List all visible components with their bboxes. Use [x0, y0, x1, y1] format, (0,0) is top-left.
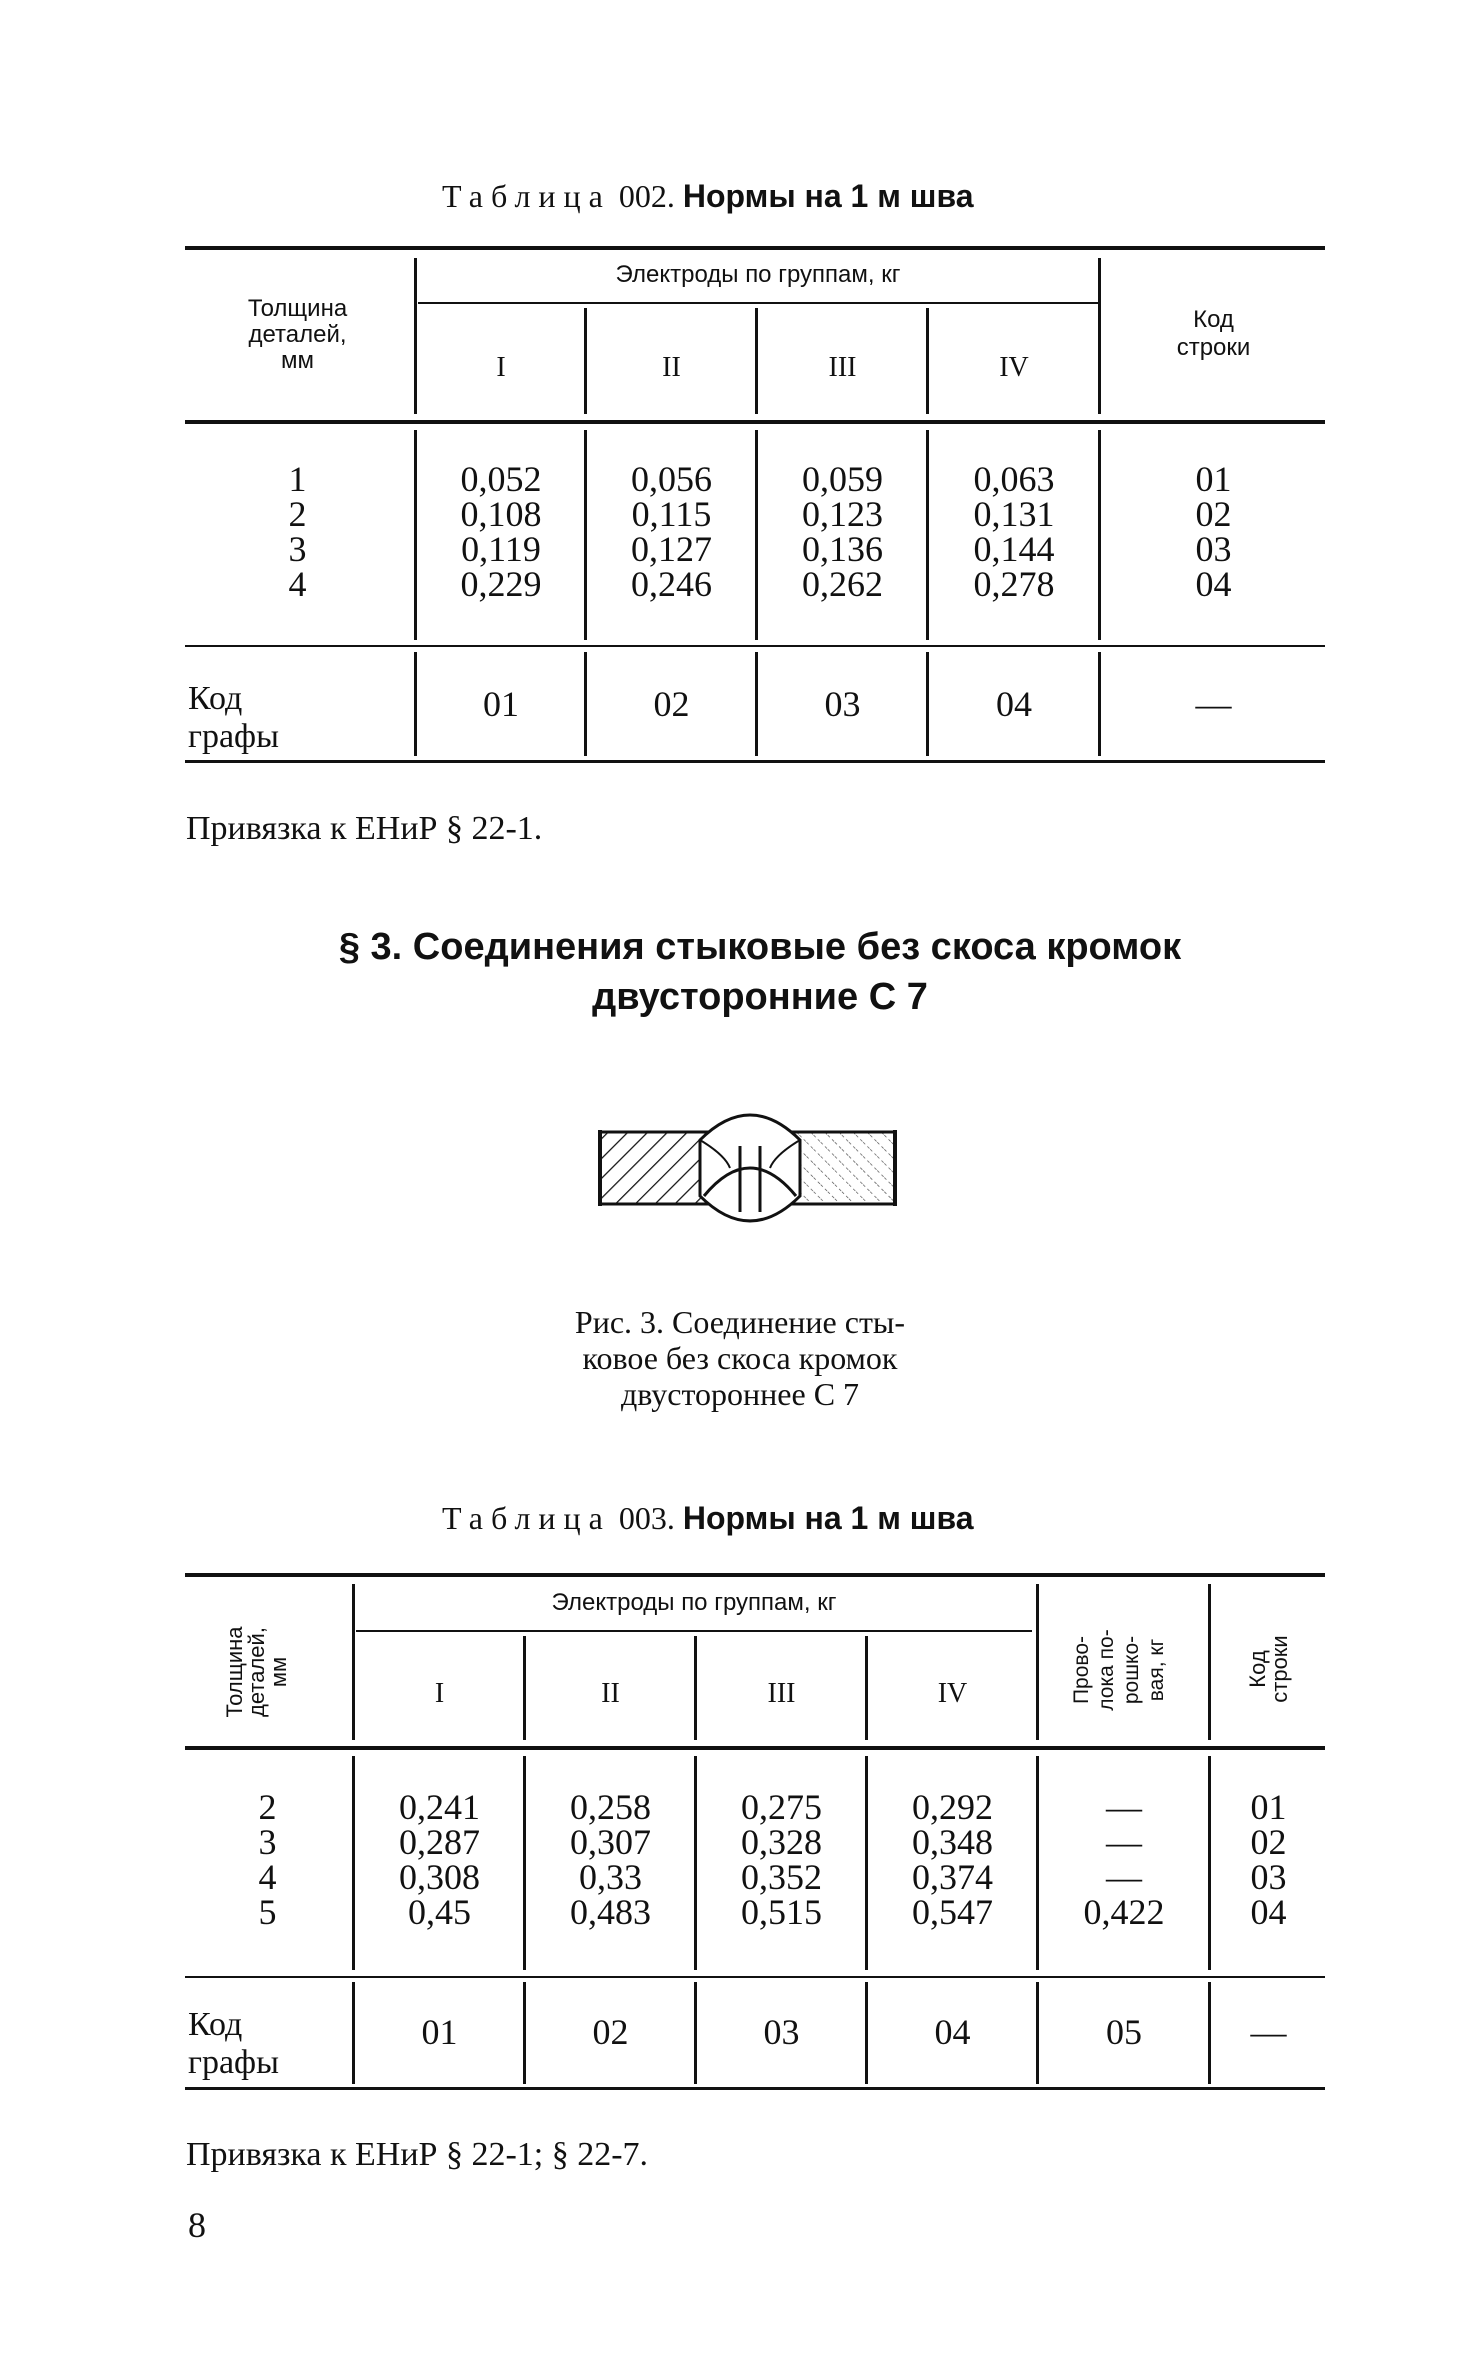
group-header-3: III	[828, 352, 857, 383]
group-2-values: 0,056 0,115 0,127 0,246	[631, 459, 712, 604]
table-003-caption	[442, 1500, 974, 1537]
table-003-caption-title: Нормы на 1 м шва	[682, 1500, 974, 1536]
column-code-label: Код графы	[188, 680, 279, 755]
group-header-4: IV	[999, 352, 1029, 383]
column-code-3: 03	[824, 684, 861, 724]
column-code-label: Код графы	[188, 2006, 279, 2081]
table-002-caption-prefix: Таблица	[442, 178, 611, 214]
thickness-column: 1 2 3 4	[288, 459, 307, 604]
section-heading-line-1: § 3. Соединения стыковые без скоса кромок	[338, 926, 1182, 968]
group-header-4: IV	[937, 1678, 968, 1709]
group-3-values: 0,275 0,328 0,352 0,515	[741, 1787, 822, 1932]
thickness-header-vertical: Толщина деталей, мм	[222, 1626, 291, 1718]
group-1-values: 0,052 0,108 0,119 0,229	[460, 459, 542, 604]
wire-values: — — — 0,422	[1083, 1787, 1165, 1932]
thickness-column: 2 3 4 5	[258, 1787, 277, 1932]
group-header-3: III	[767, 1678, 796, 1709]
row-code-header-vertical: Код строки	[1245, 1635, 1292, 1703]
table-003-binding: Привязка к ЕНиР § 22-1; § 22-7.	[186, 2136, 649, 2173]
electrodes-header: Электроды по группам, кг	[615, 261, 901, 288]
table-002-caption-number: 002.	[618, 178, 675, 214]
column-code-row-code: —	[1195, 684, 1232, 724]
weld-joint-figure	[580, 1100, 920, 1240]
group-4-values: 0,063 0,131 0,144 0,278	[973, 459, 1055, 604]
row-code-values: 01 02 03 04	[1195, 459, 1232, 604]
section-heading	[200, 922, 1320, 1022]
group-4-values: 0,292 0,348 0,374 0,547	[912, 1787, 993, 1932]
thickness-header: Толщина деталей, мм	[247, 295, 348, 374]
group-3-values: 0,059 0,123 0,136 0,262	[802, 459, 883, 604]
column-code-2: 02	[592, 2012, 629, 2052]
column-code-1: 01	[421, 2012, 458, 2052]
table-003-caption-number: 003.	[618, 1500, 675, 1536]
column-code-row-code: —	[1250, 2012, 1287, 2052]
column-code-5: 05	[1106, 2012, 1142, 2052]
group-header-1: I	[434, 1678, 445, 1709]
row-code-values: 01 02 03 04	[1250, 1787, 1287, 1932]
group-header-2: II	[662, 352, 681, 383]
page-number: 8	[188, 2205, 206, 2245]
group-1-values: 0,241 0,287 0,308 0,45	[399, 1787, 480, 1932]
section-heading-line-2: двусторонние С 7	[592, 976, 928, 1018]
electrodes-header: Электроды по группам, кг	[551, 1589, 837, 1616]
column-code-1: 01	[483, 684, 519, 724]
group-2-values: 0,258 0,307 0,33 0,483	[570, 1787, 651, 1932]
column-code-4: 04	[934, 2012, 971, 2052]
table-002-caption	[442, 178, 974, 215]
group-header-2: II	[601, 1678, 620, 1709]
figure-caption: Рис. 3. Соединение сты- ковое без скоса кромок двустороннее С 7	[574, 1304, 906, 1412]
row-code-header: Код строки	[1176, 306, 1251, 361]
table-002-caption-title: Нормы на 1 м шва	[682, 178, 974, 214]
column-code-3: 03	[763, 2012, 800, 2052]
column-code-4: 04	[996, 684, 1032, 724]
table-003-caption-prefix: Таблица	[442, 1500, 611, 1536]
table-002-binding: Привязка к ЕНиР § 22-1.	[186, 810, 543, 847]
group-header-1: I	[496, 352, 506, 383]
wire-header-vertical: Прово- лока по- рошко- вая, кг	[1070, 1629, 1168, 1711]
column-code-2: 02	[653, 684, 690, 724]
